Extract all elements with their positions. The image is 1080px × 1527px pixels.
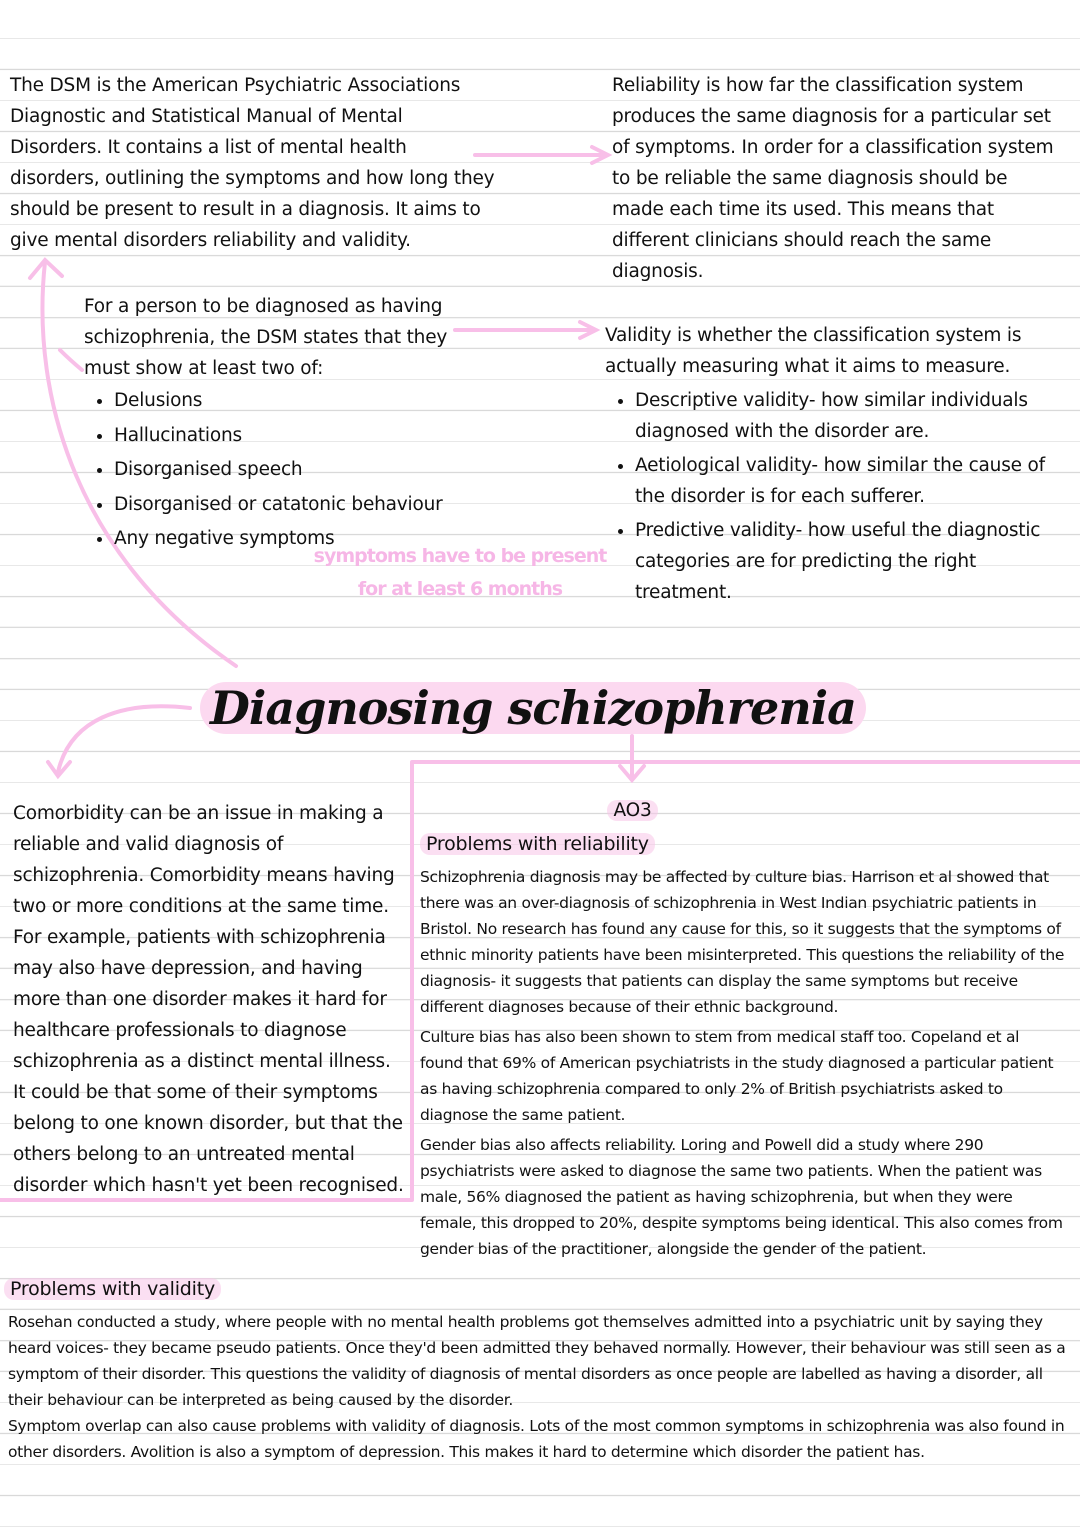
dsm-criteria <box>84 291 464 557</box>
criteria-item: • Any negative symptoms <box>114 522 464 557</box>
arrow-criteria <box>60 350 82 370</box>
validity-list <box>605 385 1055 608</box>
validity-definition <box>605 320 1055 608</box>
validity-intro: Validity is whether the classification system is actually measuring what it aims to measure. <box>605 325 1022 377</box>
duration-note: symptoms have to be present for at least 6 months <box>313 545 607 600</box>
validity-problems-text <box>8 1309 1068 1465</box>
page-title: Diagnosing schizophrenia <box>200 682 866 734</box>
ao3-paragraph: Gender bias also affects reliability. Loring and Powell did a study where 290 psychiatrists were asked to diagnose the same two patients. When the patient was male, 56% diagnosed the patient as having schizophrenia, but when they were female, this dropped to 20%, despite symptoms being identical. This also comes from gender bias of the practitioner, alongside the gender of the patient. <box>420 1136 1063 1258</box>
reliability-heading <box>420 829 655 860</box>
arrow-title-to-comorbidity <box>58 706 190 772</box>
validity-problems-heading <box>4 1274 221 1305</box>
validity-paragraph: Rosehan conducted a study, where people with no mental health problems got themselves admitted into a psychiatric unit by saying they heard voices- they became pseudo patients. Once they'd been admitted they behaved normally. However, their behaviour was still seen as a symptom of their disorder. This questions the validity of diagnosis of mental disorders as once people are labelled as having a disorder, all their behaviour can be interpreted as being caused by the disorder. <box>8 1313 1066 1409</box>
ao3-paragraph: Culture bias has also been shown to stem from medical staff too. Copeland et al found that 69% of American psychiatrists in the study diagnosed a particular patient as having schizophrenia compared to only 2% of British psychiatrists asked to diagnose the same patient. <box>420 1028 1054 1124</box>
validity-item: • Predictive validity- how useful the diagnostic categories are for predicting the right treatment. <box>635 515 1055 608</box>
comorbidity-text: Comorbidity can be an issue in making a reliable and valid diagnosis of schizophrenia. Comorbidity means having two or more conditions at the same time. For example, patients with schizophrenia may also have depression, and having more than one disorder makes it hard for healthcare professionals to diagnose schizophrenia as a distinct mental illness. It could be that some of their symptoms belong to one known disorder, but that the others belong to an untreated mental disorder which hasn't yet been recognised. <box>13 803 404 1196</box>
validity-item: • Descriptive validity- how similar individuals diagnosed with the disorder are. <box>635 385 1055 447</box>
validity-item: • Aetiological validity- how similar the cause of the disorder is for each sufferer. <box>635 450 1055 512</box>
validity-paragraph: Symptom overlap can also cause problems with validity of diagnosis. Lots of the most common symptoms in schizophrenia was also found in other disorders. Avolition is also a symptom of depression. This makes it hard to determine which disorder the patient has. <box>8 1417 1065 1461</box>
dsm-intro: The DSM is the American Psychiatric Associations Diagnostic and Statistical Manual of Mental Disorders. It contains a list of mental health disorders, outlining the symptoms and how long they should be present to result in a diagnosis. It aims to give mental disorders reliability and validity. <box>10 75 495 251</box>
ao3-reliability-text <box>420 864 1065 1262</box>
reliability-definition: Reliability is how far the classification system produces the same diagnosis for a particular set of symptoms. In order for a classification system to be reliable the same diagnosis should be made each time its used. This means that different clinicians should reach the same diagnosis. <box>612 75 1054 282</box>
validity-problems-heading-text: Problems with validity <box>4 1278 221 1300</box>
criteria-intro: For a person to be diagnosed as having schizophrenia, the DSM states that they must show at least two of: <box>84 296 448 379</box>
ao3-label <box>595 795 670 826</box>
criteria-item: • Disorganised speech <box>114 453 464 488</box>
ao3-label-text: AO3 <box>607 800 657 821</box>
ao3-paragraph: Schizophrenia diagnosis may be affected by culture bias. Harrison et al showed that there was an over-diagnosis of schizophrenia in West Indian psychiatric patients in Bristol. No research has found any cause for this, so it suggests that the symptoms of ethnic minority patients have been misinterpreted. This questions the reliability of the diagnosis- it suggests that patients can display the same symptoms but receive different diagnoses because of their ethnic background. <box>420 868 1065 1016</box>
reliability-heading-text: Problems with reliability <box>420 833 655 855</box>
criteria-item: • Hallucinations <box>114 419 464 454</box>
criteria-item: • Delusions <box>114 384 464 419</box>
criteria-list <box>84 384 464 557</box>
criteria-item: • Disorganised or catatonic behaviour <box>114 488 464 523</box>
